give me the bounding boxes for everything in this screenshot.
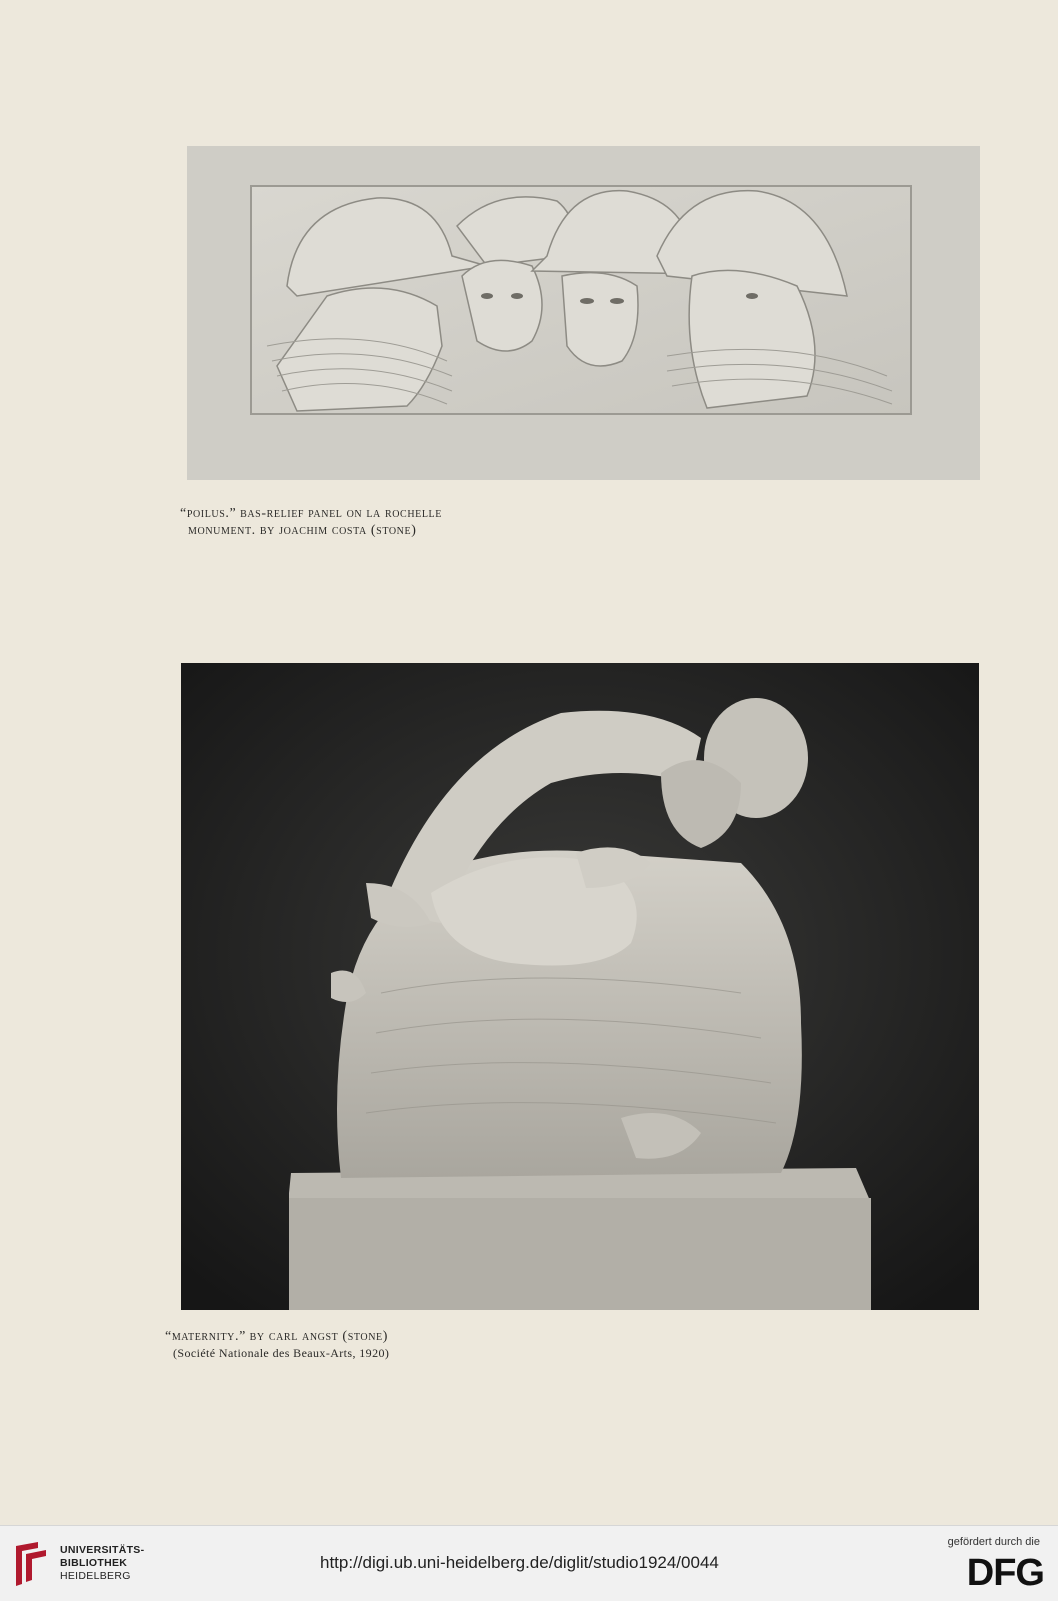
maternity-sculpture-image [181, 663, 979, 1310]
page-url-link[interactable]: http://digi.ub.uni-heidelberg.de/diglit/studio1924/0044 [320, 1553, 719, 1572]
maternity-caption-title: “maternity.” [165, 1329, 246, 1344]
poilus-caption-line1: bas-relief panel on la rochelle [240, 506, 442, 521]
dfg-logo[interactable]: DFG [966, 1552, 1044, 1594]
maternity-caption-line2: (Société Nationale des Beaux-Arts, 1920) [173, 1346, 390, 1360]
poilus-caption [180, 505, 442, 539]
poilus-caption-line2: monument. by joachim costa (stone) [188, 523, 417, 538]
poilus-caption-title: “poilus.” [180, 506, 237, 521]
maternity-caption-line1: by carl angst (stone) [249, 1329, 389, 1344]
poilus-relief-image [187, 146, 980, 480]
maternity-caption [165, 1328, 389, 1361]
university-library-name[interactable] [60, 1544, 144, 1583]
digitization-footer [0, 1525, 1058, 1601]
funding-label: gefördert durch die [947, 1536, 1040, 1548]
library-name-line3: HEIDELBERG [60, 1570, 131, 1582]
library-name-line1: UNIVERSITÄTS- [60, 1544, 145, 1556]
library-name-line2: BIBLIOTHEK [60, 1557, 128, 1569]
university-library-logo-icon[interactable] [12, 1540, 52, 1588]
